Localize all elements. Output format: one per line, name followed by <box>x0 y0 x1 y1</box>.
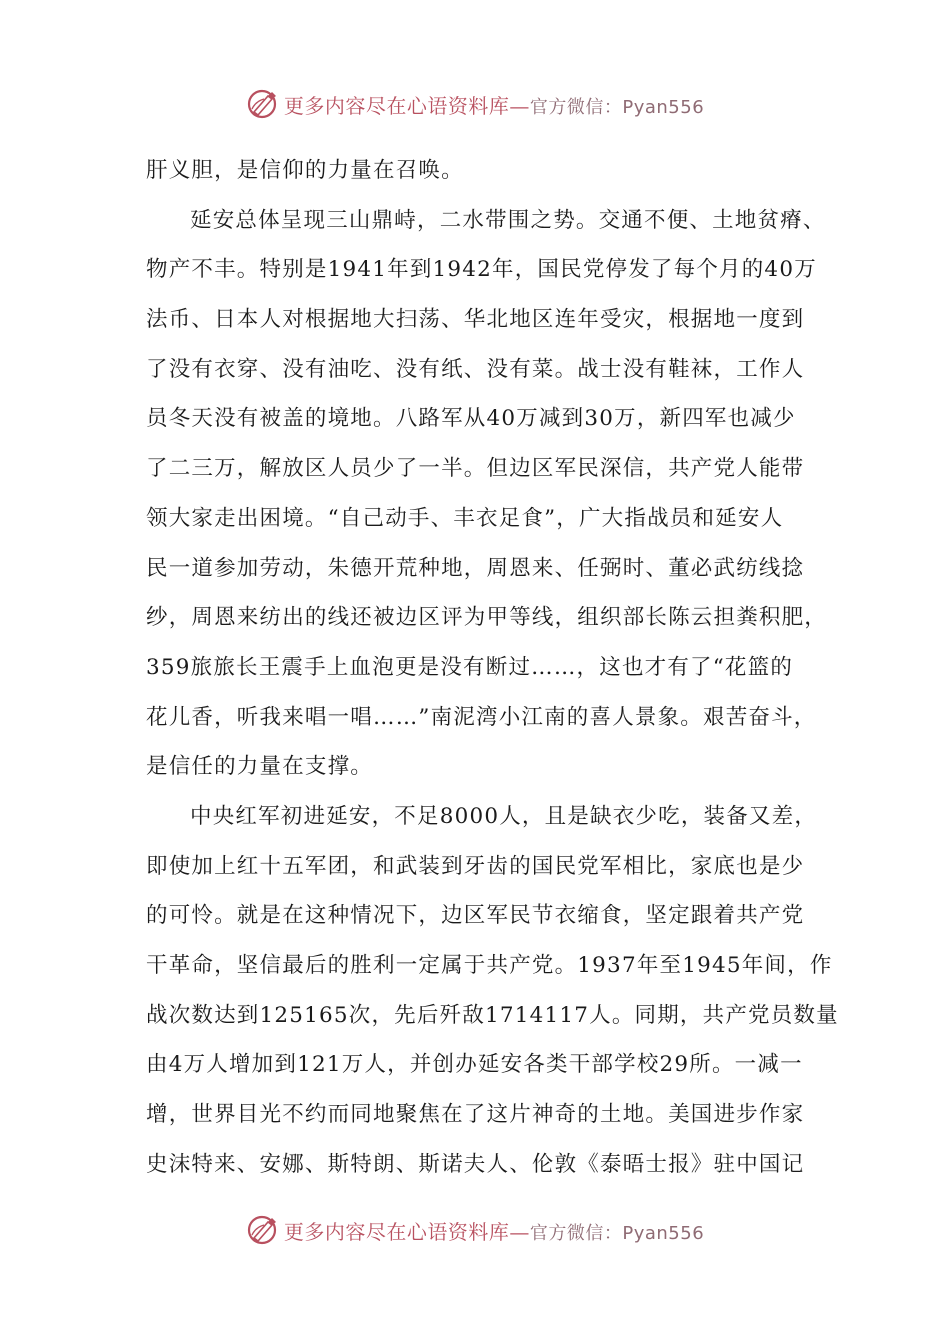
text-line: 即使加上红十五军团，和武装到牙齿的国民党军相比，家底也是少 <box>146 853 805 879</box>
text-line: 领大家走出困境。“自己动手、丰衣足食”，广大指战员和延安人 <box>146 505 784 531</box>
header-banner-main: 更多内容尽在心语资料库— <box>283 93 530 118</box>
text-line: 民一道参加劳动，朱德开荒种地，周恩来、任弼时、董必武纺线捻 <box>146 555 805 581</box>
text-line: 359旅旅长王震手上血泡更是没有断过……，这也才有了“花篮的 <box>146 654 794 680</box>
text-line: 中央红军初进延安，不足8000人，且是缺衣少吃，装备又差， <box>190 803 818 829</box>
text-line: 由4万人增加到121万人，并创办延安各类干部学校29所。一减一 <box>146 1052 803 1078</box>
header-banner-text <box>284 90 704 119</box>
text-line: 的可怜。就是在这种情况下，边区军民节衣缩食，坚定跟着共产党 <box>146 903 805 929</box>
text-line: 战次数达到125165次，先后歼敌1714117人。同期，共产党员数量 <box>146 1002 839 1028</box>
footer-banner-suffix: 官方微信：Pyan556 <box>529 1222 705 1244</box>
header-banner-suffix: 官方微信：Pyan556 <box>529 96 705 118</box>
text-line: 史沫特来、安娜、斯特朗、斯诺夫人、伦敦《泰晤士报》驻中国记 <box>146 1151 805 1177</box>
text-line: 物产不丰。特别是1941年到1942年，国民党停发了每个月的40万 <box>146 257 817 283</box>
pen-logo-icon <box>246 87 280 121</box>
header-banner <box>0 82 950 126</box>
text-line: 延安总体呈现三山鼎峙，二水带围之势。交通不便、土地贫瘠、 <box>190 207 826 233</box>
pen-logo-icon <box>246 1213 280 1247</box>
text-line: 员冬天没有被盖的境地。八路军从40万减到30万，新四军也减少 <box>146 406 796 432</box>
text-line: 是信任的力量在支撑。 <box>146 754 374 780</box>
footer-banner <box>0 1208 950 1252</box>
text-line: 了没有衣穿、没有油吃、没有纸、没有菜。战士没有鞋袜，工作人 <box>146 356 805 382</box>
text-line: 法币、日本人对根据地大扫荡、华北地区连年受灾，根据地一度到 <box>146 307 805 333</box>
text-line: 纱，周恩来纺出的线还被边区评为甲等线，组织部长陈云担粪积肥， <box>146 605 828 631</box>
text-line: 花儿香，听我来唱一唱……”南泥湾小江南的喜人景象。艰苦奋斗， <box>146 704 817 730</box>
text-line: 干革命，坚信最后的胜利一定属于共产党。1937年至1945年间，作 <box>146 953 833 978</box>
text-line: 增，世界目光不约而同地聚焦在了这片神奇的土地。美国进步作家 <box>146 1102 805 1128</box>
footer-banner-main: 更多内容尽在心语资料库— <box>283 1219 530 1244</box>
text-line: 肝义胆，是信仰的力量在召唤。 <box>146 158 464 183</box>
document-body <box>146 146 839 1189</box>
footer-banner-text <box>284 1216 704 1245</box>
text-line: 了二三万，解放区人员少了一半。但边区军民深信，共产党人能带 <box>146 456 805 482</box>
